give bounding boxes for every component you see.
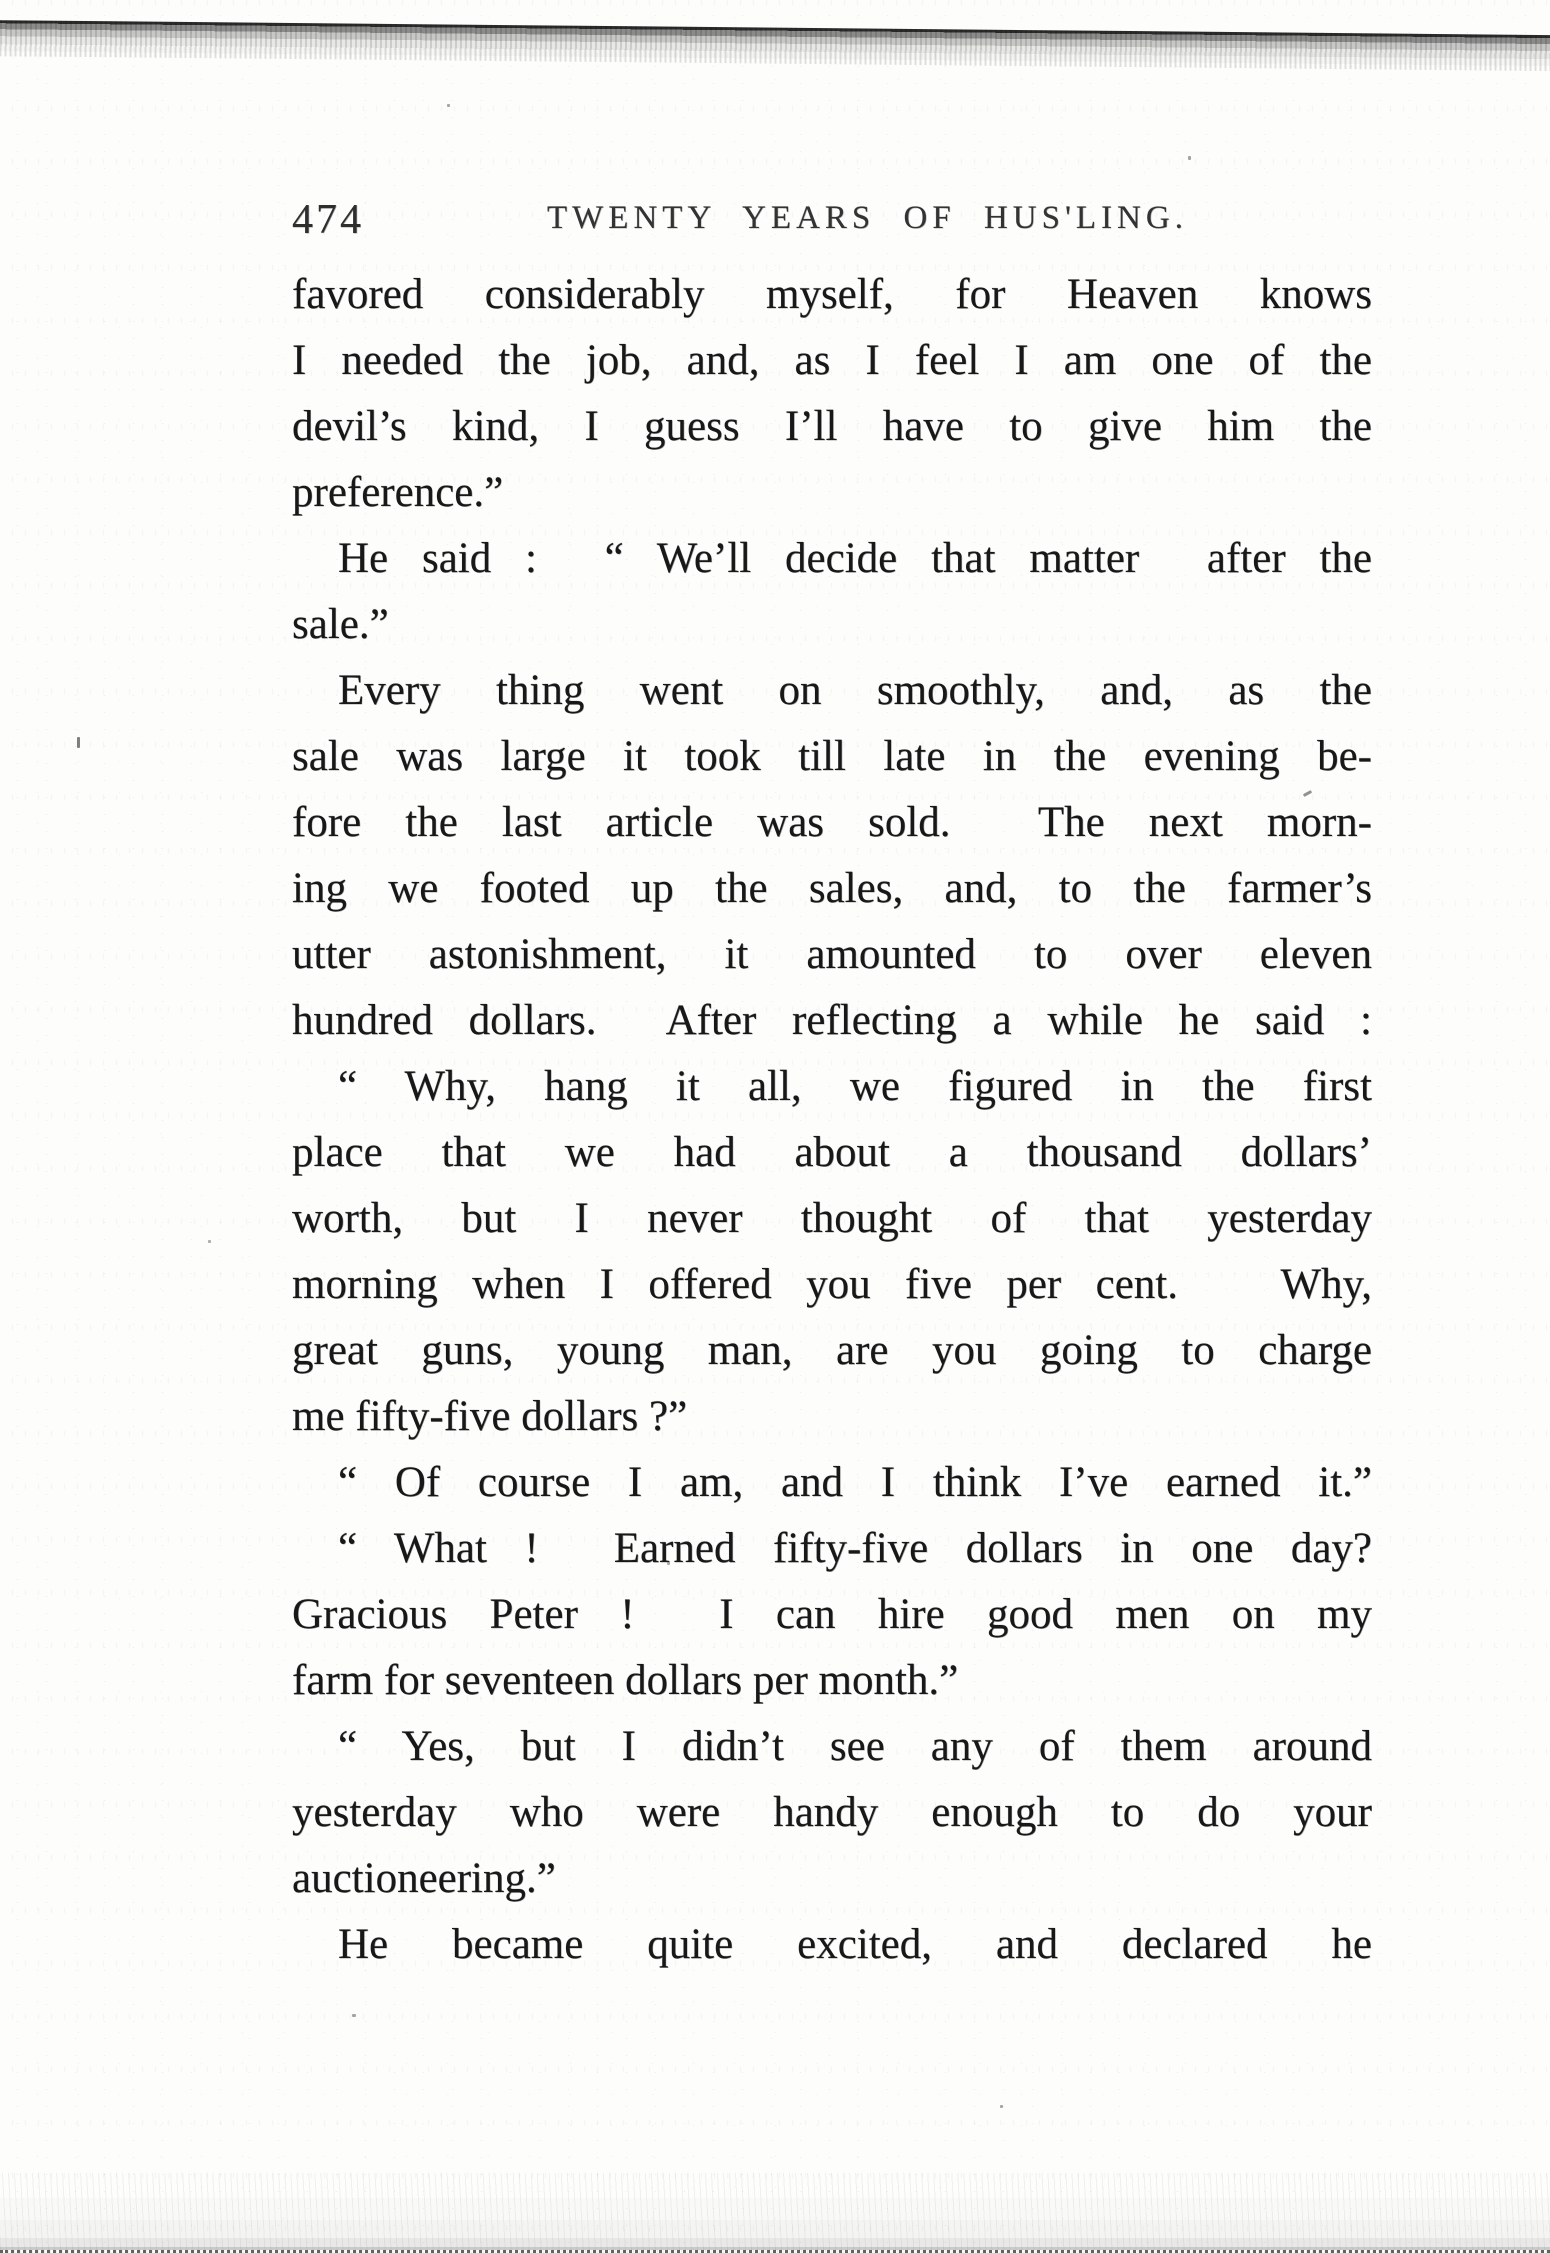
text-line: sale was large it took till late in the evening be- (292, 733, 1372, 780)
text-line: place that we had about a thousand dollars’ (292, 1129, 1372, 1176)
scan-speck (208, 1240, 211, 1243)
text-line: “ Why, hang it all, we figured in the first (338, 1063, 1372, 1110)
text-line: farm for seventeen dollars per month.” (292, 1657, 959, 1704)
scan-speck (1188, 156, 1191, 160)
text-line: sale.” (292, 601, 389, 648)
text-line: preference.” (292, 469, 504, 516)
text-line: worth, but I never thought of that yesterday (292, 1195, 1372, 1242)
scan-speck (1000, 2105, 1003, 2108)
text-line: morning when I offered you five per cent. Why, (292, 1261, 1372, 1308)
text-line: yesterday who were handy enough to do your (292, 1789, 1372, 1836)
text-line: Every thing went on smoothly, and, as the (338, 667, 1372, 714)
text-line: favored considerably myself, for Heaven knows (292, 271, 1372, 318)
text-line: Gracious Peter ! I can hire good men on my (292, 1591, 1372, 1638)
text-line: me fifty-five dollars ?” (292, 1393, 688, 1440)
scan-edge-bottom (0, 2173, 1550, 2253)
text-line: “ Of course I am, and I think I’ve earned it.” (338, 1459, 1372, 1506)
text-line: great guns, young man, are you going to charge (292, 1327, 1372, 1374)
scan-speck (447, 104, 450, 107)
scan-edge-top (0, 20, 1550, 71)
text-line: utter astonishment, it amounted to over eleven (292, 931, 1372, 978)
text-line: “ Yes, but I didn’t see any of them around (338, 1723, 1372, 1770)
text-line: He said : “ We’ll decide that matter after the (338, 535, 1372, 582)
text-line: “ What ! Earned fifty-five dollars in one day? (338, 1525, 1372, 1572)
running-title: TWENTY YEARS OF HUS'LING. (547, 200, 1188, 236)
page-number: 474 (292, 197, 364, 243)
body-text (292, 262, 1372, 1978)
text-line: hundred dollars. After reflecting a while he said : (292, 997, 1372, 1044)
text-line: ing we footed up the sales, and, to the farmer’s (292, 865, 1372, 912)
scan-speck (352, 2014, 356, 2017)
text-line: I needed the job, and, as I feel I am one of the (292, 337, 1372, 384)
text-line: He became quite excited, and declared he (338, 1921, 1372, 1968)
scan-speck (77, 737, 80, 748)
text-line: fore the last article was sold. The next morn- (292, 799, 1372, 846)
scan-speck (667, 1562, 670, 1565)
text-line: devil’s kind, I guess I’ll have to give him the (292, 403, 1372, 450)
page-header (0, 196, 1550, 246)
text-line: auctioneering.” (292, 1855, 556, 1902)
